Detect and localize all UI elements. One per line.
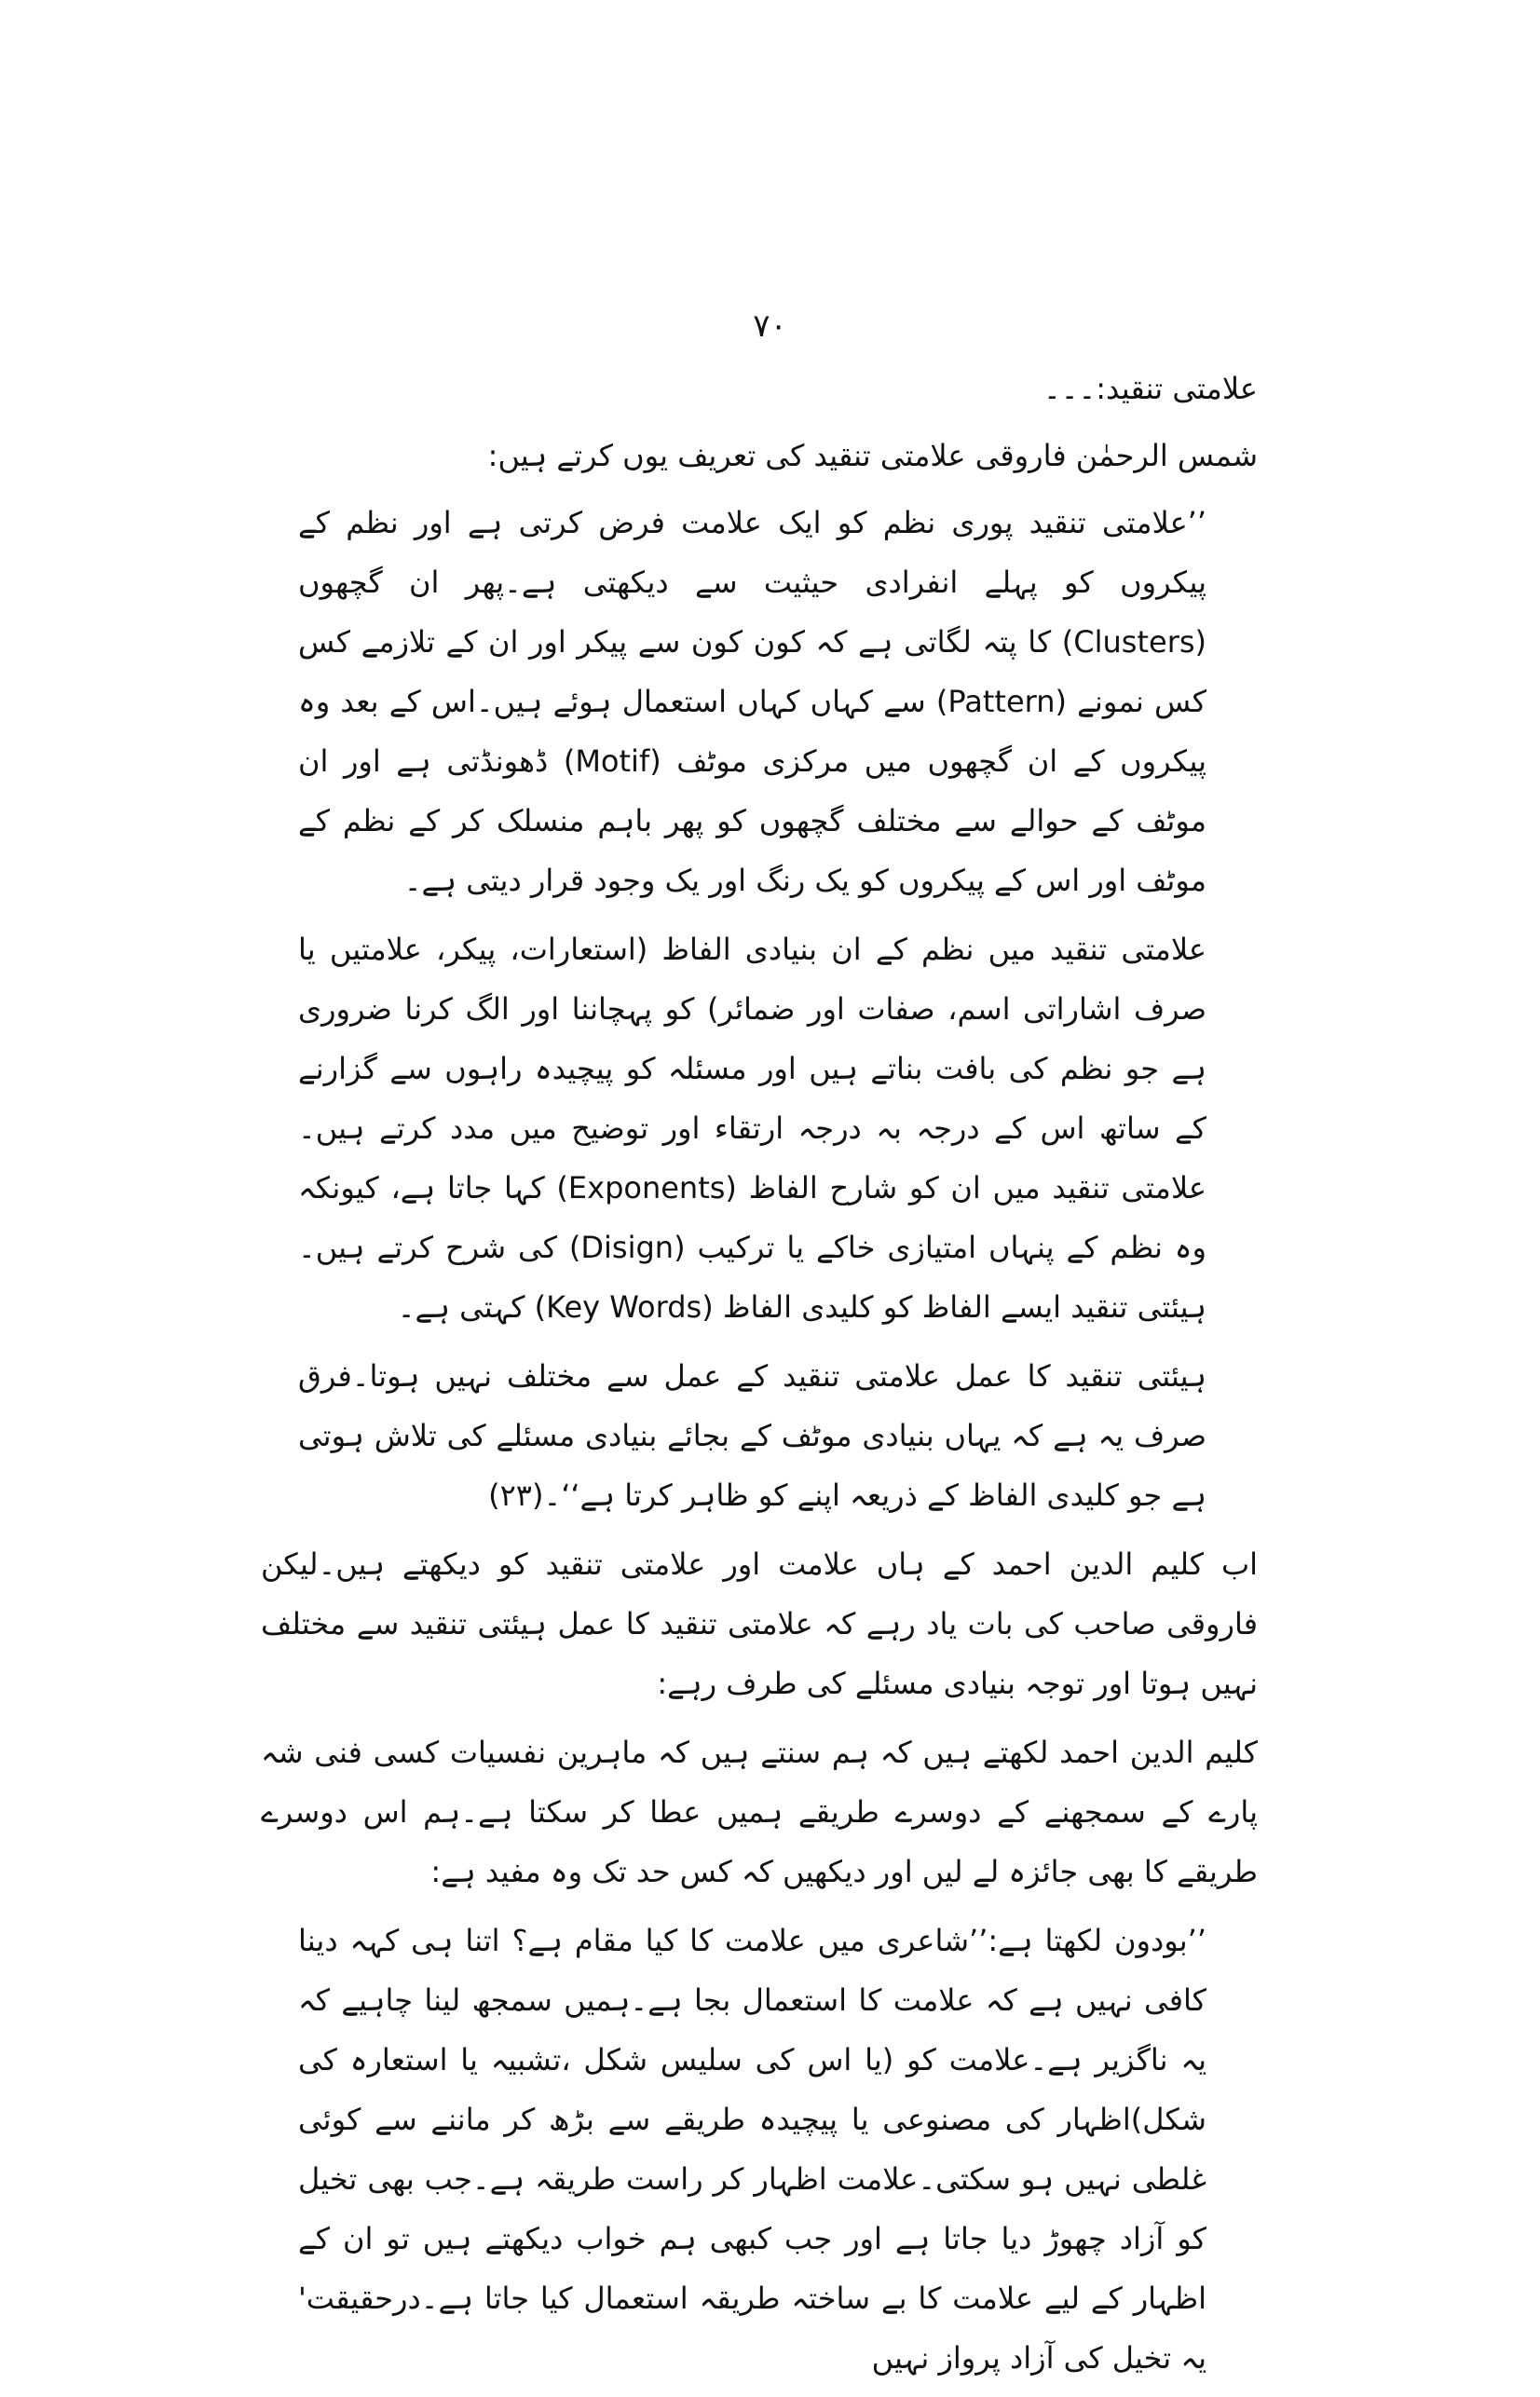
body-paragraph: کلیم الدین احمد لکھتے ہیں کہ ہم سنتے ہیں کہ ماہرین نفسیات کسی فنی شہ پارے کے سمجھنے کے دوسرے طریقے ہمیں عطا کر سکتا ہے۔ہم اس دوسرے طریقے کا بھی جائزہ لے لیں اور دیکھیں کہ کس حد تک وہ مفید ہے:	[261, 1735, 1258, 1889]
quote-paragraph: ’’علامتی تنقید پوری نظم کو ایک علامت فرض کرتی ہے اور نظم کے پیکروں کو پہلے انفرادی حیثیت سے دیکھتی ہے۔پھر ان گچھوں (Clusters) کا پتہ لگاتی ہے کہ کون کون سے پیکر اور ان کے تلازمے کس کس نمونے (Pattern) سے کہاں کہاں استعمال ہوئے ہیں۔اس کے بعد وہ پیکروں کے ان گچھوں میں مرکزی موٹف (Motif) ڈھونڈتی ہے اور ان موٹف کے حوالے سے مختلف گچھوں کو پھر باہم منسلک کر کے نظم کے موٹف اور اس کے پیکروں کو یک رنگ اور یک وجود قرار دیتی ہے۔	[298, 505, 1207, 898]
quote-paragraph: ہیئتی تنقید کا عمل علامتی تنقید کے عمل سے مختلف نہیں ہوتا۔فرق صرف یہ ہے کہ یہاں بنیادی موٹف کے بجائے بنیادی مسئلے کی تلاش ہوتی ہے جو کلیدی الفاظ کے ذریعہ اپنے کو ظاہر کرتا ہے‘‘۔(۲۳)	[298, 1358, 1206, 1513]
intro-line: شمس الرحمٰن فاروقی علامتی تنقید کی تعریف یوں کرتے ہیں:	[487, 438, 1258, 473]
page-number: ۷۰	[753, 307, 787, 345]
section-heading: علامتی تنقید:۔۔۔	[1043, 371, 1258, 406]
body-paragraph: اب کلیم الدین احمد کے ہاں علامت اور علامتی تنقید کو دیکھتے ہیں۔لیکن فاروقی صاحب کی بات یاد رہے کہ علامتی تنقید کا عمل ہیئتی تنقید سے مختلف نہیں ہوتا اور توجہ بنیادی مسئلے کی طرف رہے:	[261, 1546, 1258, 1701]
quote-block-farooqi	[298, 493, 1206, 1525]
quote-paragraph: علامتی تنقید میں نظم کے ان بنیادی الفاظ (استعارات، پیکر، علامتیں یا صرف اشاراتی اسم، صفات اور ضمائر) کو پہچاننا اور الگ کرنا ضروری ہے جو نظم کی بافت بناتے ہیں اور مسئلہ کو پیچیدہ راہوں سے گزارنے کے ساتھ اس کے درجہ بہ درجہ ارتقاء اور توضیح میں مدد کرتے ہیں۔علامتی تنقید میں ان کو شارح الفاظ (Exponents) کہا جاتا ہے، کیونکہ وہ نظم کے پنہاں امتیازی خاکے یا ترکیب (Disign) کی شرح کرتے ہیں۔ہیئتی تنقید ایسے الفاظ کو کلیدی الفاظ (Key Words) کہتی ہے۔	[298, 932, 1207, 1325]
document-body	[261, 359, 1258, 2397]
quote-paragraph: ’’بودون لکھتا ہے:’’شاعری میں علامت کا کیا مقام ہے؟ اتنا ہی کہہ دینا کافی نہیں ہے کہ علامت کا استعمال بجا ہے۔ہمیں سمجھ لینا چاہیے کہ یہ ناگزیر ہے۔علامت کو (یا اس کی سلیس شکل ،تشبیہ یا استعارہ کی شکل)اظہار کی مصنوعی یا پیچیدہ طریقے سے بڑھ کر ماننے سے کوئی غلطی نہیں ہو سکتی۔علامت اظہار کر راست طریقہ ہے۔جب بھی تخیل کو آزاد چھوڑ دیا جاتا ہے اور جب کبھی ہم خواب دیکھتے ہیں تو ان کے اظہار کے لیے علامت کا بے ساختہ طریقہ استعمال کیا جاتا ہے۔درحقیقت' یہ تخیل کی آزاد پرواز نہیں	[298, 1923, 1207, 2376]
quote-block-baudouin	[298, 1911, 1206, 2388]
